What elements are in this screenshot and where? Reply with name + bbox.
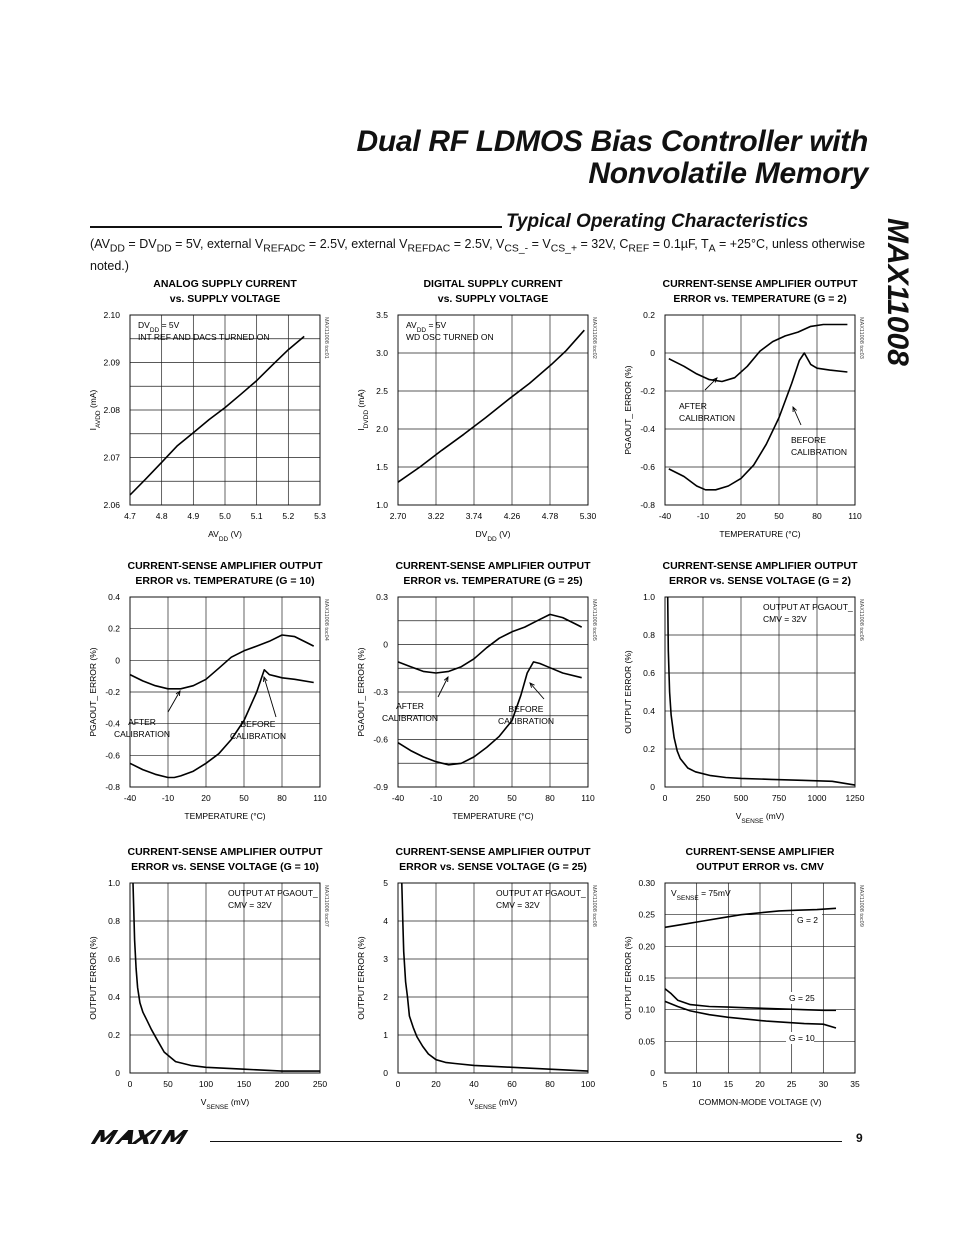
chart-title-line: ANALOG SUPPLY CURRENT xyxy=(153,278,297,290)
y-tick-label: 4 xyxy=(383,916,388,926)
annotation-arrow xyxy=(264,677,276,717)
figure-code: MAX11008 toc06 xyxy=(858,599,864,641)
x-tick-label: -10 xyxy=(696,511,710,521)
test-conditions: ($AV_{DD} = DV_{DD} = 5V$, external $V_{REFADC} = 2.5V$, external $V_{REFDAC} = 2.5V$, $V_{CS\_-} = V_{CS\_+} = 32V$, $C_{REF} = 0.1\mu F$, $T_A = +25^\circ C$, unless otherwise noted.) xyxy=(90,237,866,273)
figure-code: MAX11008 toc07 xyxy=(323,885,329,927)
x-tick-label: -10 xyxy=(161,793,175,803)
chart-8 xyxy=(338,838,608,1113)
y-tick-label: 2.07 xyxy=(103,452,120,463)
chart-title-line: vs. SUPPLY VOLTAGE xyxy=(169,293,281,305)
y-tick-label: -0.8 xyxy=(105,782,120,792)
y-tick-label: 3.0 xyxy=(376,348,388,358)
chart-title-line: CURRENT-SENSE AMPLIFIER OUTPUT xyxy=(662,278,858,290)
x-tick-label: 100 xyxy=(198,1079,214,1089)
y-tick-label: 2.10 xyxy=(103,310,120,320)
y-tick-label: 0.2 xyxy=(108,623,120,634)
series-line xyxy=(133,883,320,1071)
y-tick-label: 0 xyxy=(115,655,120,666)
y-tick-label: 0 xyxy=(115,1068,120,1078)
annotation-label: CALIBRATION xyxy=(229,731,287,741)
y-tick-label: 0.15 xyxy=(638,973,655,983)
x-tick-label: 500 xyxy=(733,793,749,803)
y-tick-label: 0.3 xyxy=(376,592,388,602)
annotation-label: CALIBRATION xyxy=(113,729,171,739)
y-tick-label: 2.06 xyxy=(103,500,120,510)
figure-code: MAX11008 toc03 xyxy=(858,317,864,359)
y-tick-label: 1.5 xyxy=(376,462,388,472)
chart-title-line: CURRENT-SENSE AMPLIFIER OUTPUT xyxy=(395,846,591,858)
y-tick-label: 0.25 xyxy=(638,909,655,920)
y-tick-label: 3.5 xyxy=(376,310,388,320)
y-tick-label: 2 xyxy=(383,992,388,1002)
chart-4 xyxy=(70,552,340,827)
plot-frame xyxy=(398,315,588,505)
chart-svg xyxy=(70,552,340,822)
y-tick-label: -0.4 xyxy=(640,424,655,434)
chart-title-line: ERROR vs. TEMPERATURE (G = 25) xyxy=(403,575,583,587)
chart-6 xyxy=(605,552,875,827)
annotation-label: $DV_{DD} = 5V$ xyxy=(138,320,180,334)
x-tick-label: 80 xyxy=(277,793,287,803)
chart-title-line: DIGITAL SUPPLY CURRENT xyxy=(423,278,563,290)
plot-frame xyxy=(398,883,588,1073)
figure-code: MAX11008 toc02 xyxy=(591,317,597,359)
figure-code: MAX11008 toc09 xyxy=(858,885,864,927)
annotation-label: AFTER xyxy=(679,401,707,411)
x-tick-label: 35 xyxy=(850,1079,860,1089)
x-axis-label: COMMON-MODE VOLTAGE (V) xyxy=(698,1097,822,1107)
y-axis-label: OUTPUT ERROR (%) xyxy=(356,936,366,1020)
x-tick-label: 20 xyxy=(201,793,211,803)
annotation-label: BEFORE xyxy=(240,719,276,729)
y-tick-label: 0.4 xyxy=(108,592,120,602)
annotation-label: BEFORE xyxy=(791,435,826,445)
x-tick-label: 0 xyxy=(395,1079,401,1089)
x-tick-label: -40 xyxy=(658,511,672,521)
y-tick-label: -0.9 xyxy=(373,782,388,792)
footer-rule xyxy=(210,1141,842,1142)
x-tick-label: 60 xyxy=(507,1079,517,1089)
y-tick-label: 0.2 xyxy=(643,744,655,754)
figure-code: MAX11008 toc04 xyxy=(323,599,329,641)
x-tick-label: 4.26 xyxy=(503,511,521,521)
annotation-label: CMV = 32V xyxy=(228,900,272,910)
annotation-label: $V_{SENSE} = 75mV$ xyxy=(671,888,731,902)
annotation-label: BEFORE xyxy=(508,704,544,714)
x-tick-label: 1250 xyxy=(845,793,865,803)
x-tick-label: 100 xyxy=(580,1079,596,1089)
y-tick-label: 2.09 xyxy=(103,357,120,368)
y-tick-label: 0.30 xyxy=(638,878,655,888)
y-axis-label: PGAOUT_ ERROR (%) xyxy=(623,365,633,455)
y-tick-label: -0.3 xyxy=(373,687,388,697)
y-axis-label: PGAOUT_ ERROR (%) xyxy=(88,647,98,737)
chart-svg xyxy=(338,838,608,1111)
x-tick-label: 80 xyxy=(545,793,555,803)
chart-title-line: ERROR vs. SENSE VOLTAGE (G = 10) xyxy=(131,861,319,873)
y-tick-label: 0 xyxy=(383,1068,388,1078)
chart-2 xyxy=(338,270,608,545)
chart-9 xyxy=(605,838,875,1113)
y-tick-label: 0.6 xyxy=(643,668,655,678)
x-tick-label: 110 xyxy=(848,511,862,521)
x-tick-label: 750 xyxy=(771,793,787,803)
chart-7 xyxy=(70,838,340,1113)
chart-svg xyxy=(605,552,875,825)
x-tick-label: 30 xyxy=(818,1079,829,1089)
x-axis-label: $AV_{DD}$ (V) xyxy=(208,529,242,543)
x-tick-label: 20 xyxy=(431,1079,441,1089)
series-line xyxy=(668,597,855,785)
y-tick-label: 0.2 xyxy=(108,1030,120,1040)
annotation-arrow xyxy=(793,407,801,425)
y-tick-label: 0.4 xyxy=(108,992,120,1002)
x-tick-label: -40 xyxy=(123,793,137,803)
x-tick-label: 80 xyxy=(812,511,822,521)
chart-1 xyxy=(70,270,340,545)
x-axis-label: $V_{SENSE}$ (mV) xyxy=(200,1097,250,1111)
x-tick-label: 10 xyxy=(691,1079,702,1089)
chart-5 xyxy=(338,552,608,827)
y-tick-label: 0.2 xyxy=(643,310,655,320)
x-tick-label: 20 xyxy=(755,1079,765,1089)
chart-svg xyxy=(338,270,608,543)
y-tick-label: -0.6 xyxy=(105,750,120,761)
x-tick-label: 40 xyxy=(469,1079,479,1089)
chart-title-line: CURRENT-SENSE AMPLIFIER OUTPUT xyxy=(662,560,858,572)
annotation-label: AFTER xyxy=(128,717,156,727)
y-tick-label: 0.6 xyxy=(108,954,120,964)
x-tick-label: 15 xyxy=(723,1079,734,1089)
x-axis-label: $DV_{DD}$ (V) xyxy=(475,529,511,543)
x-tick-label: 4.9 xyxy=(187,511,200,521)
x-tick-label: 5.1 xyxy=(250,511,263,521)
chart-svg xyxy=(605,270,875,540)
y-tick-label: 1.0 xyxy=(108,878,120,888)
figure-code: MAX11008 toc01 xyxy=(323,317,329,359)
annotation-label: CALIBRATION xyxy=(381,713,439,723)
series-label: G = 25 xyxy=(789,993,815,1003)
title-line-1: Dual RF LDMOS Bias Controller with xyxy=(356,125,868,158)
y-axis-label: $I_{DVDD}$ (mA) xyxy=(356,389,370,431)
y-tick-label: 1.0 xyxy=(643,592,655,602)
annotation-label: CALIBRATION xyxy=(497,716,555,726)
chart-3 xyxy=(605,270,875,545)
annotation-label: CALIBRATION xyxy=(791,447,848,457)
figure-code: MAX11008 toc08 xyxy=(591,885,597,927)
x-tick-label: 250 xyxy=(695,793,711,803)
x-tick-label: 3.22 xyxy=(427,511,445,521)
annotation-label: OUTPUT AT PGAOUT_ xyxy=(228,888,318,898)
section-rule xyxy=(90,226,502,228)
y-tick-label: -0.2 xyxy=(105,687,120,697)
chart-svg xyxy=(70,838,340,1111)
plot-frame xyxy=(665,597,855,787)
part-number-vertical xyxy=(880,214,922,394)
x-tick-label: 5 xyxy=(662,1079,668,1089)
y-axis-label: $I_{AVDD}$ (mA) xyxy=(88,389,102,431)
y-tick-label: 0 xyxy=(650,348,655,358)
x-tick-label: -10 xyxy=(429,793,443,803)
y-axis-label: OUTPUT ERROR (%) xyxy=(88,936,98,1020)
x-axis-label: TEMPERATURE (°C) xyxy=(184,811,266,821)
figure-code: MAX11008 toc05 xyxy=(591,599,597,641)
annotation-label: CMV = 32V xyxy=(763,614,807,624)
chart-title-line: CURRENT-SENSE AMPLIFIER OUTPUT xyxy=(127,846,323,858)
x-tick-label: 50 xyxy=(507,793,517,803)
series-line xyxy=(398,614,582,673)
maxim-logo xyxy=(90,1128,202,1146)
x-tick-label: 50 xyxy=(163,1079,173,1089)
x-tick-label: 4.7 xyxy=(124,511,136,521)
y-tick-label: 1 xyxy=(383,1030,388,1040)
chart-title-line: ERROR vs. TEMPERATURE (G = 2) xyxy=(673,293,847,305)
x-tick-label: 4.78 xyxy=(541,511,559,521)
chart-title-line: ERROR vs. TEMPERATURE (G = 10) xyxy=(135,575,315,587)
x-tick-label: 5.3 xyxy=(314,511,326,521)
x-tick-label: 0 xyxy=(662,793,668,803)
x-tick-label: 80 xyxy=(545,1079,555,1089)
document-title xyxy=(357,126,869,190)
chart-title-line: ERROR vs. SENSE VOLTAGE (G = 25) xyxy=(399,861,587,873)
x-tick-label: 5.0 xyxy=(219,511,231,521)
chart-svg xyxy=(605,838,875,1108)
chart-title-line: OUTPUT ERROR vs. CMV xyxy=(696,861,824,873)
annotation-label: OUTPUT AT PGAOUT_ xyxy=(763,602,853,612)
annotation-arrow xyxy=(530,683,544,699)
x-tick-label: 5.2 xyxy=(282,511,295,521)
annotation-label: CALIBRATION xyxy=(679,413,736,423)
y-tick-label: 0.8 xyxy=(643,630,655,640)
x-tick-label: 250 xyxy=(312,1079,328,1089)
x-tick-label: 200 xyxy=(274,1079,290,1089)
part-number-text: MAX11008 xyxy=(881,218,914,366)
annotation-label: $AV_{DD} = 5V$ xyxy=(406,320,447,334)
y-tick-label: 2.5 xyxy=(376,386,388,396)
chart-title-line: ERROR vs. SENSE VOLTAGE (G = 2) xyxy=(669,575,851,587)
x-tick-label: 2.70 xyxy=(389,511,407,521)
y-tick-label: 3 xyxy=(383,954,388,964)
y-tick-label: 5 xyxy=(383,878,388,888)
series-line xyxy=(130,336,304,495)
series-label: G = 10 xyxy=(789,1033,815,1043)
x-tick-label: 5.30 xyxy=(579,511,597,521)
y-axis-label: PGAOUT_ ERROR (%) xyxy=(356,647,366,737)
x-tick-label: 0 xyxy=(127,1079,133,1089)
y-axis-label: OUTPUT ERROR (%) xyxy=(623,936,633,1020)
series-label: G = 2 xyxy=(797,915,819,925)
x-axis-label: $V_{SENSE}$ (mV) xyxy=(468,1097,518,1111)
annotation-label: CMV = 32V xyxy=(496,900,540,910)
series-line xyxy=(130,635,314,689)
plot-frame xyxy=(130,883,320,1073)
title-line-2: Nonvolatile Memory xyxy=(588,157,868,190)
x-tick-label: 110 xyxy=(313,793,327,803)
y-tick-label: 0.4 xyxy=(643,706,655,716)
annotation-label: INT REF AND DACS TURNED ON xyxy=(138,332,270,342)
page-number: 9 xyxy=(856,1131,863,1145)
x-tick-label: 25 xyxy=(786,1079,797,1089)
x-tick-label: 150 xyxy=(236,1079,252,1089)
x-tick-label: -40 xyxy=(391,793,405,803)
x-tick-label: 3.74 xyxy=(465,511,483,521)
y-tick-label: 1.0 xyxy=(376,500,388,510)
y-tick-label: 0 xyxy=(383,639,388,650)
x-axis-label: TEMPERATURE (°C) xyxy=(719,529,801,539)
chart-svg xyxy=(70,270,340,543)
y-tick-label: 0 xyxy=(650,782,655,792)
y-tick-label: 0.05 xyxy=(638,1036,655,1047)
chart-title-line: CURRENT-SENSE AMPLIFIER OUTPUT xyxy=(395,560,591,572)
y-tick-label: -0.6 xyxy=(373,734,388,745)
chart-title-line: CURRENT-SENSE AMPLIFIER xyxy=(685,846,835,858)
annotation-label: WD OSC TURNED ON xyxy=(406,332,494,342)
x-tick-label: 50 xyxy=(239,793,249,803)
annotation-arrow xyxy=(438,677,448,697)
y-tick-label: -0.2 xyxy=(640,386,655,396)
x-tick-label: 1000 xyxy=(807,793,827,803)
y-tick-label: -0.4 xyxy=(105,718,120,729)
x-tick-label: 20 xyxy=(736,511,746,521)
chart-svg xyxy=(338,552,608,822)
section-title: Typical Operating Characteristics xyxy=(506,211,809,232)
annotation-label: OUTPUT AT PGAOUT_ xyxy=(496,888,586,898)
x-axis-label: TEMPERATURE (°C) xyxy=(452,811,534,821)
x-tick-label: 110 xyxy=(581,793,595,803)
y-tick-label: -0.8 xyxy=(640,500,655,510)
y-tick-label: 0.10 xyxy=(638,1004,655,1015)
annotation-label: AFTER xyxy=(396,701,424,711)
y-tick-label: 0.20 xyxy=(638,941,655,952)
chart-title-line: CURRENT-SENSE AMPLIFIER OUTPUT xyxy=(127,560,323,572)
y-axis-label: OUTPUT ERROR (%) xyxy=(623,650,633,734)
x-tick-label: 50 xyxy=(774,511,784,521)
y-tick-label: 2.0 xyxy=(376,424,388,434)
annotation-arrow xyxy=(168,691,180,712)
y-tick-label: 0.8 xyxy=(108,916,120,926)
series-line xyxy=(402,883,588,1071)
y-tick-label: 0 xyxy=(650,1068,655,1078)
x-axis-label: $V_{SENSE}$ (mV) xyxy=(735,811,785,825)
chart-title-line: vs. SUPPLY VOLTAGE xyxy=(437,293,549,305)
y-tick-label: -0.6 xyxy=(640,462,655,472)
x-tick-label: 20 xyxy=(469,793,479,803)
y-tick-label: 2.08 xyxy=(103,405,120,415)
x-tick-label: 4.8 xyxy=(155,511,168,521)
